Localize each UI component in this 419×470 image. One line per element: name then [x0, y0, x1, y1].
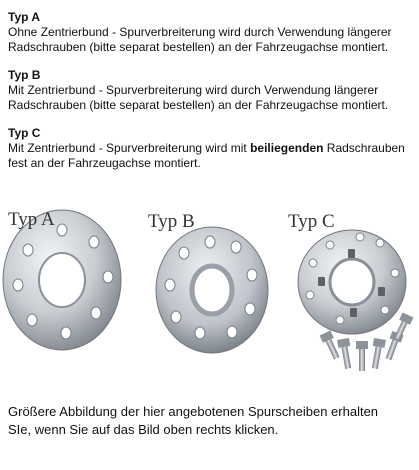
spacer-typ-b [156, 227, 268, 353]
section-title: Typ B [8, 68, 41, 82]
image-caption [8, 403, 413, 439]
section-text-line: Radschrauben (bitte separat bestellen) an der Fahrzeugachse montiert. [8, 40, 389, 54]
section-typ-c [8, 126, 418, 171]
text-post: Radschrauben [323, 141, 405, 155]
section-text-line: Radschrauben (bitte separat bestellen) an der Fahrzeugachse montiert. [8, 98, 389, 112]
label-typ-a: Typ A [8, 209, 55, 230]
section-text-line: Mit Zentrierbund - Spurverbreiterung wird durch Verwendung längerer [8, 83, 379, 97]
section-title: Typ A [8, 10, 40, 24]
caption-line: Größere Abbildung der hier angebotenen Spurscheiben erhalten [8, 404, 379, 419]
section-text-line: fest an der Fahrzeugachse montiert. [8, 156, 201, 170]
section-text-line [8, 141, 418, 156]
text-emphasis: beiliegenden [250, 141, 324, 155]
text-pre: Mit Zentrierbund - Spurverbreiterung wird mit [8, 141, 251, 155]
spacer-typ-c [298, 230, 406, 334]
caption-line: SIe, wenn Sie auf das Bild oben rechts klicken. [8, 422, 279, 437]
spacer-illustration[interactable] [0, 205, 419, 380]
section-title: Typ C [8, 126, 41, 140]
section-text-line: Ohne Zentrierbund - Spurverbreiterung wird durch Verwendung längerer [8, 25, 392, 39]
section-typ-a [8, 10, 418, 55]
label-typ-b: Typ B [148, 211, 195, 232]
spacer-image[interactable] [0, 205, 419, 380]
label-typ-c: Typ C [288, 211, 335, 232]
section-typ-b [8, 68, 418, 113]
spacer-typ-a [3, 210, 121, 350]
